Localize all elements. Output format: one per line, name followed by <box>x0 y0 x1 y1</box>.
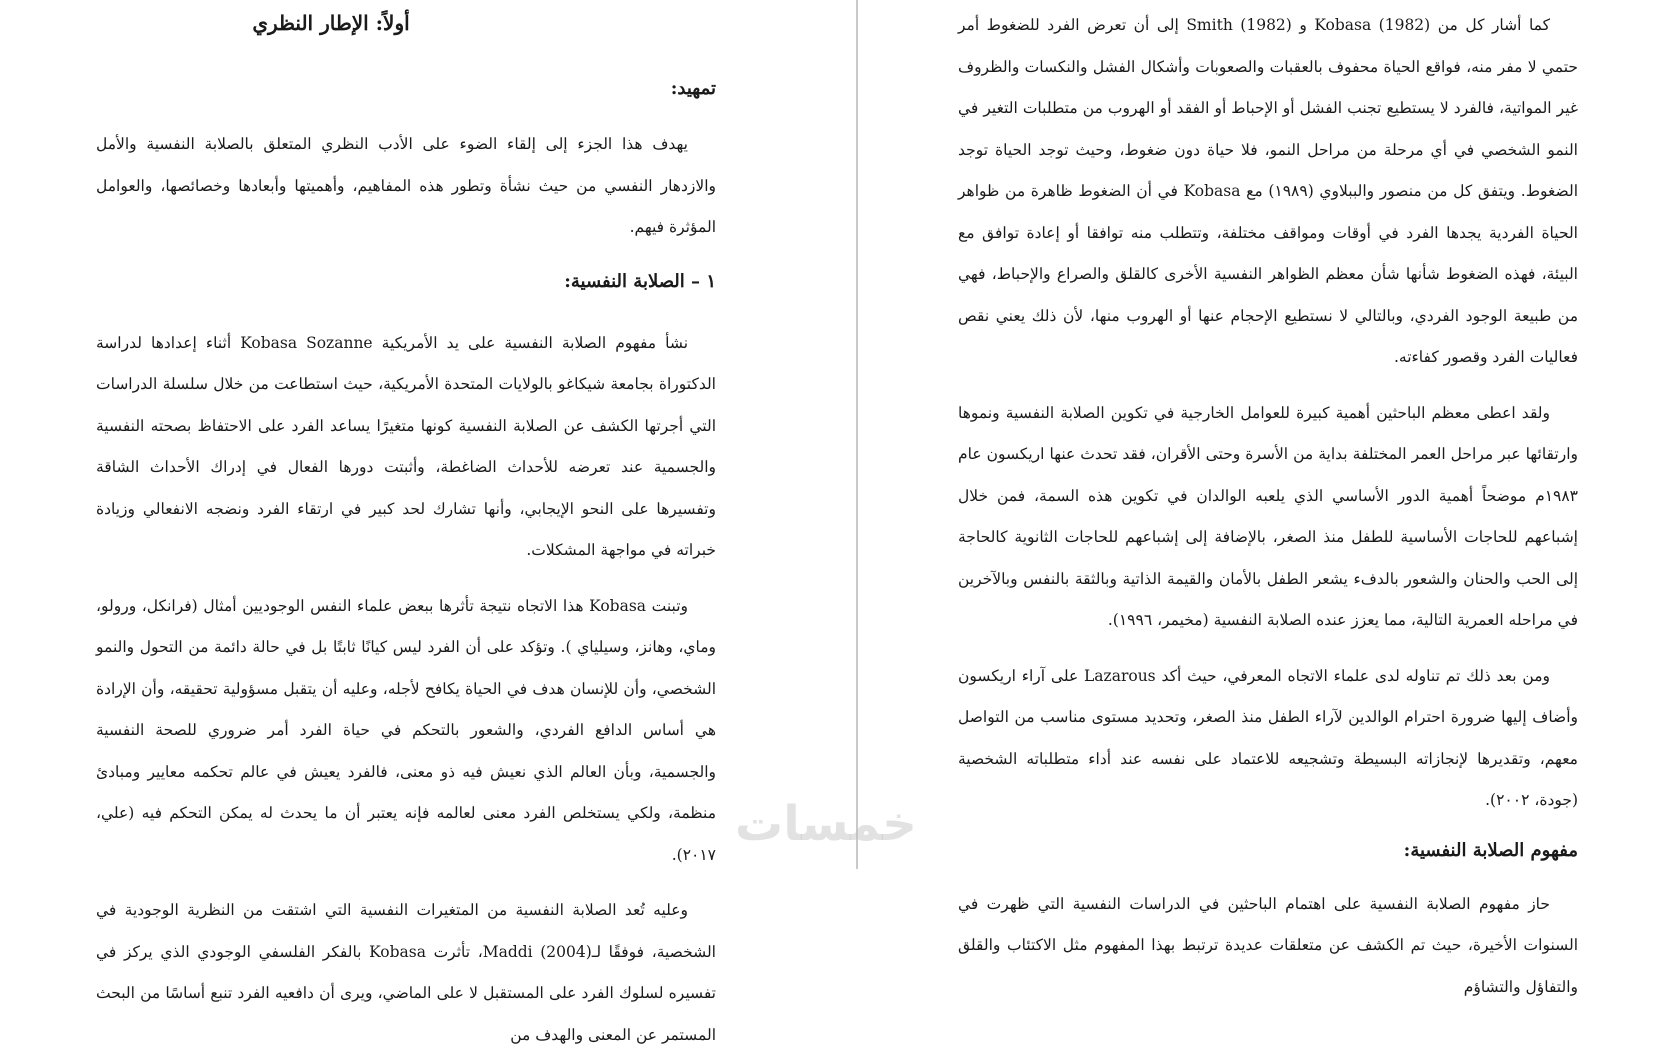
paragraph-existential: وعليه تُعد الصلابة النفسية من المتغيرات النفسية التي اشتقت من النظرية الوجودية في الشخصية، فوفقًا لـMaddi (2004)، تأثرت Kobasa بالفكر الفلسفي الوجودي الذي يركز في تفسيره لسلوك الفرد على المستقبل لا على الماضي، ويرى أن دافعيه الفرد تنبع أساسًا من البحث المستمر عن المعنى والهدف من <box>96 901 716 1044</box>
paragraph-origin: نشأ مفهوم الصلابة النفسية على يد الأمريكية Kobasa Sozanne أثناء إعدادها لدراسة الدكتوراة بجامعة شيكاغو بالولايات المتحدة الأمريكية، حيث استطاعت من خلال سلسلة الدراسات التي أجرتها الكشف عن الصلابة النفسية كونها متغيرًا يساعد الفرد على الاحتفاظ بصحته النفسية والجسمية عند تعرضه للأحداث الضاغطة، وأثبتت دورها الفعال في إدراك الأحداث الشاقة وتفسيرها على النحو الإيجابي، وأنها تشارك لحد كبير في ارتقاء الفرد ونضجه الانفعالي وزيادة خبراته في مواجهة المشكلات. <box>96 333 716 559</box>
intro-paragraph: يهدف هذا الجزء إلى إلقاء الضوء على الأدب النظري المتعلق بالصلابة النفسية والأمل والازدهار النفسي من حيث نشأة وتطور هذه المفاهيم، وأهميتها وأبعادها وخصائصها، والعوامل المؤثرة فيهم. <box>96 135 716 236</box>
paragraph-cognitive: ومن بعد ذلك تم تناوله لدى علماء الاتجاه المعرفي، حيث أكد Lazarous على آراء اريكسون وأضاف إليها ضرورة احترام الوالدين لآراء الطفل منذ الصغر، وتحديد مستوى مناسب من التواصل معهم، وتقديرها لإنجازاته البسيطة وتشجيعه للاعتماد على نفسه عند أداء متطلباته الشخصية (جودة، ٢٠٠٢). <box>958 666 1578 809</box>
page-divider <box>856 0 858 869</box>
section-title: أولاً: الإطار النظري <box>252 11 410 35</box>
right-page <box>958 0 1578 996</box>
left-page <box>96 0 716 1044</box>
paragraph-stress: كما أشار كل من Kobasa (1982) و Smith (1982) إلى أن تعرض الفرد للضغوط أمر حتمي لا مفر منه، فواقع الحياة محفوف بالعقبات والصعوبات وأشكال الفشل والنكسات والظروف غير المواتية، فالفرد لا يستطيع تجنب الفشل أو الإحباط أو الفقد أو الهروب من متطلبات التغير في النمو الشخصي في أي مرحلة من مراحل النمو، فلا حياة دون ضغوط، وحيث توجد الحياة توجد الضغوط. ويتفق كل من منصور والببلاوي (١٩٨٩) مع Kobasa في أن الضغوط ظاهرة من ظواهر الحياة الفردية يجدها الفرد في أوقات ومواقف مختلفة، وتتطلب منه توافقا أو إعادة توافق مع البيئة، فهذه الضغوط شأنها شأن معظم الظواهر النفسية الأخرى كالقلق والصراع والإحباط، فهي من طبيعة الوجود الفردي، وبالتالي لا نستطيع الإحجام عنها أو الهروب منها، لأن ذلك يعني نقص فعاليات الفرد وقصور كفاءته. <box>958 16 1578 366</box>
hardiness-heading: ١ – الصلابة النفسية: <box>564 270 716 292</box>
paragraph-kobasa: وتبنت Kobasa هذا الاتجاه نتيجة تأثرها ببعض علماء النفس الوجوديين أمثال (فرانكل، ورولو، وماي، وهانز، وسيلياي ). وتؤكد على أن الفرد ليس كيانًا ثابتًا بل في حالة دائمة من التحول والنمو الشخصي، وأن للإنسان هدف في الحياة يكافح لأجله، وعليه أن يتقبل مسؤولية تحقيقه، وأن الإرادة هي أساس الدافع الفردي، والشعور بالتحكم في حياة الفرد أمر ضروري للصحة النفسية والجسمية، وبأن العالم الذي نعيش فيه ذو معنى، فالفرد يعيش في عالم تحكمه معايير ومبادئ منظمة، ولكي يستخلص الفرد معنى لعالمه فإنه يعتبر أن ما يحدث له يمكن التحكم فيه (علي، ٢٠١٧). <box>96 596 716 864</box>
watermark-logo: خمسات <box>735 796 917 852</box>
paragraph-concept: حاز مفهوم الصلابة النفسية على اهتمام الباحثين في الدراسات النفسية التي ظهرت في السنوات الأخيرة، حيث تم الكشف عن متعلقات عديدة ترتبط بهذا المفهوم مثل الاكتئاب والقلق والتفاؤل والتشاؤم <box>958 894 1578 996</box>
paragraph-external-factors: ولقد اعطى معظم الباحثين أهمية كبيرة للعوامل الخارجية في تكوين الصلابة النفسية ونموها وارتقائها عبر مراحل العمر المختلفة بداية من الأسرة وحتى الأقران، فقد تحدث عنها اريكسون عام ١٩٨٣م موضحاً أهمية الدور الأساسي الذي يلعبه الوالدان في تكوين هذه السمة، فمن خلال إشباعهم للحاجات الأساسية للطفل منذ الصغر، بالإضافة إلى إشباعهم للحاجات الثانوية كالحاجة إلى الحب والحنان والشعور بالدفء يشعر الطفل بالأمان والقيمة الذاتية وبالثقة بالنفس وبالآخرين في مراحله العمرية التالية، مما يعزز عنده الصلابة النفسية (مخيمر، ١٩٩٦). <box>958 403 1578 629</box>
concept-heading: مفهوم الصلابة النفسية: <box>1403 839 1578 861</box>
intro-heading: تمهيد: <box>670 78 716 99</box>
